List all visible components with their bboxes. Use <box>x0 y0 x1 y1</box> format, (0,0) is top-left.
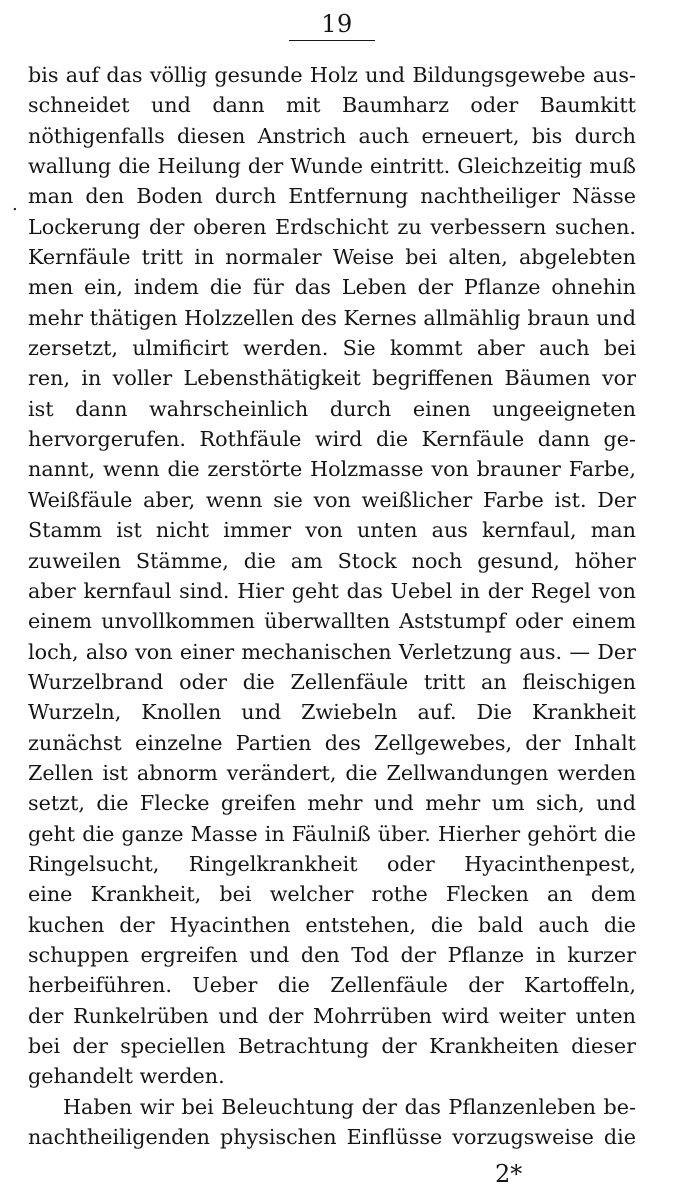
text-line-27: Ringelsucht, Ringelkrankheit oder Hyacinthenpest, <box>28 851 636 876</box>
header-rule <box>289 40 375 41</box>
text-line-20: loch, also von einer mechanischen Verletzung aus. — Der <box>28 639 636 664</box>
text-line-31: herbeiführen. Ueber die Zellenfäule der Kartoffeln, <box>28 973 636 998</box>
text-line-19: einem unvollkommen überwallten Aststumpf oder einem <box>28 609 636 634</box>
text-line-30: schuppen ergreifen und den Tod der Pflanze in kurzer <box>28 942 636 967</box>
margin-mark: . <box>12 194 18 215</box>
text-line-5: man den Boden durch Entfernung nachtheiliger Nässe <box>28 184 636 209</box>
text-line-17: zuweilen Stämme, die am Stock noch gesund, höher <box>28 548 636 573</box>
text-line-24: Zellen ist abnorm verändert, die Zellwandungen werden <box>28 760 636 785</box>
page-number: 19 <box>321 10 353 38</box>
text-line-4: wallung die Heilung der Wunde eintritt. Gleichzeitig muß <box>28 154 636 179</box>
text-line-21: Wurzelbrand oder die Zellenfäule tritt an fleischigen <box>28 669 636 694</box>
text-line-34: gehandelt werden. <box>28 1064 225 1089</box>
text-line-1: bis auf das völlig gesunde Holz und Bildungsgewebe aus- <box>28 63 636 87</box>
text-line-18: aber kernfaul sind. Hier geht das Uebel in der Regel von <box>28 578 636 603</box>
text-line-23: zunächst einzelne Partien des Zellgewebes, der Inhalt <box>28 730 636 755</box>
text-line-12: ist dann wahrscheinlich durch einen ungeeigneten <box>28 396 636 421</box>
text-line-28: eine Krankheit, bei welcher rothe Flecken an dem <box>28 882 636 907</box>
text-line-2: schneidet und dann mit Baumharz oder Baumkitt <box>28 93 636 118</box>
text-line-32: der Runkelrüben und der Mohrrüben wird weiter unten <box>28 1003 636 1028</box>
text-line-25: setzt, die Flecke greifen mehr und mehr um sich, und <box>28 791 636 816</box>
text-line-8: men ein, indem die für das Leben der Pflanze ohnehin <box>28 275 636 300</box>
text-line-3: nöthigenfalls diesen Anstrich auch erneuert, bis durch <box>28 123 636 148</box>
signature-mark: 2* <box>495 1160 523 1188</box>
text-line-10: zersetzt, ulmificirt werden. Sie kommt aber auch bei <box>28 336 636 361</box>
text-line-16: Stamm ist nicht immer von unten aus kernfaul, man <box>28 518 636 543</box>
body-text <box>28 60 636 1152</box>
text-line-6: Lockerung der oberen Erdschicht zu verbessern suchen. <box>28 214 636 239</box>
text-line-9: mehr thätigen Holzzellen des Kernes allmählig braun und <box>28 305 636 330</box>
text-line-14: nannt, wenn die zerstörte Holzmasse von brauner Farbe, <box>28 457 636 482</box>
text-line-35: Haben wir bei Beleuchtung der das Pflanzenleben be- <box>63 1094 636 1119</box>
text-line-15: Weißfäule aber, wenn sie von weißlicher Farbe ist. Der <box>28 487 636 512</box>
text-line-7: Kernfäule tritt in normaler Weise bei alten, abgelebten <box>28 245 636 270</box>
text-line-13: hervorgerufen. Rothfäule wird die Kernfäule dann ge- <box>28 427 636 452</box>
text-line-11: ren, in voller Lebensthätigkeit begriffenen Bäumen vor <box>28 366 636 391</box>
text-line-36: nachtheiligenden physischen Einflüsse vorzugsweise die <box>28 1125 636 1150</box>
text-line-26: geht die ganze Masse in Fäulniß über. Hierher gehört die <box>28 821 636 846</box>
text-line-22: Wurzeln, Knollen und Zwiebeln auf. Die Krankheit <box>28 700 636 725</box>
text-line-29: kuchen der Hyacinthen entstehen, die bald auch die <box>28 912 636 937</box>
text-line-33: bei der speciellen Betrachtung der Krankheiten dieser <box>28 1034 636 1058</box>
